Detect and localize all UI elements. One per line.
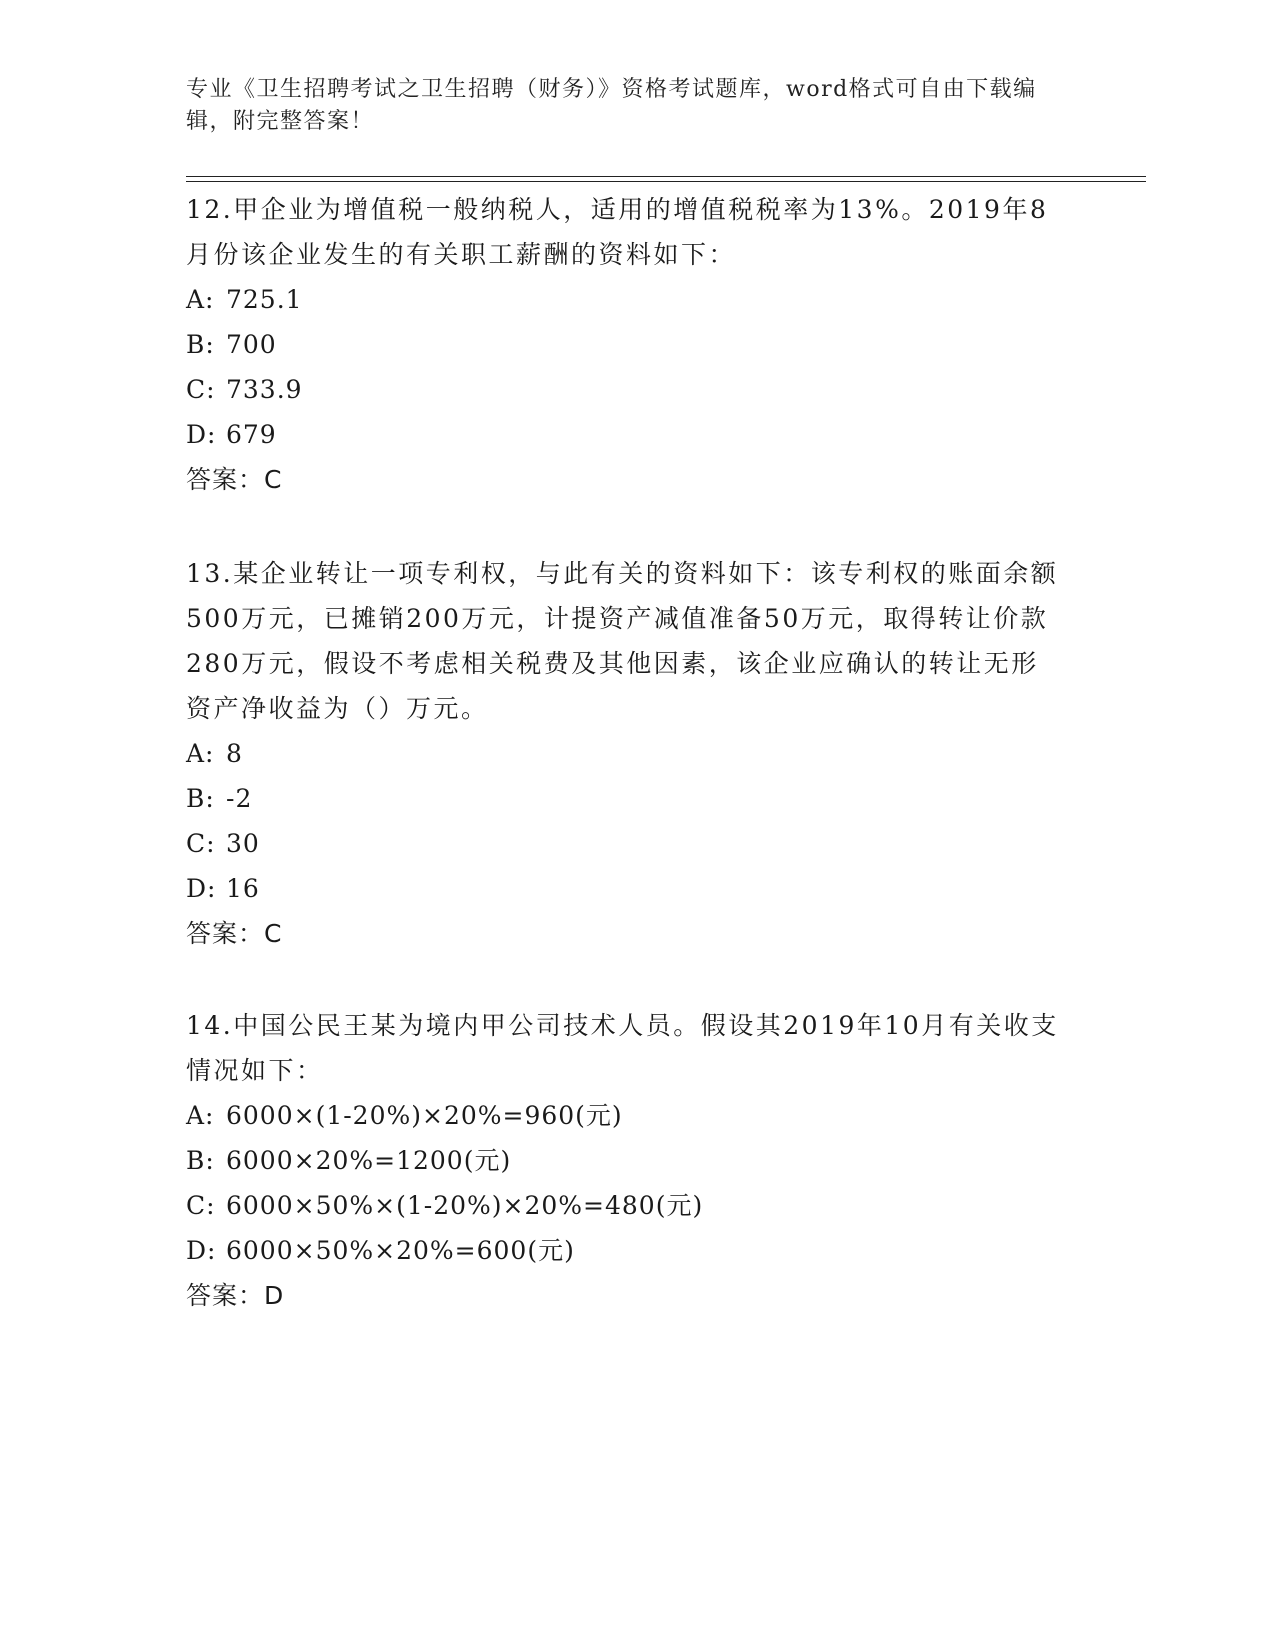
option-d (186, 866, 1066, 911)
option-a (186, 277, 1066, 322)
question-stem: 14.中国公民王某为境内甲公司技术人员。假设其2019年10月有关收支情况如下： (186, 1011, 1059, 1085)
option-c (186, 367, 1066, 412)
option-key: B: (186, 1146, 215, 1175)
answer-label: 答案： (186, 465, 265, 494)
option-key: A: (186, 1101, 215, 1130)
option-text: 30 (226, 829, 260, 858)
answer-value: C (264, 919, 283, 948)
option-text: 6000×50%×(1-20%)×20%=480(元) (226, 1191, 704, 1220)
option-key: B: (186, 784, 215, 813)
option-b (186, 322, 1066, 367)
question-12 (186, 187, 1066, 502)
option-text: 700 (226, 330, 277, 359)
answer-value: D (264, 1281, 285, 1310)
option-key: C: (186, 1191, 216, 1220)
answer-label: 答案： (186, 919, 265, 948)
option-a (186, 1093, 1066, 1138)
document-header: 专业《卫生招聘考试之卫生招聘（财务）》资格考试题库，word格式可自由下载编辑，附完整答案！ (186, 77, 1037, 134)
option-text: 6000×20%=1200(元) (226, 1146, 512, 1175)
option-text: 679 (226, 420, 277, 449)
option-d (186, 412, 1066, 457)
option-b (186, 776, 1066, 821)
option-key: C: (186, 375, 216, 404)
question-14 (186, 1003, 1066, 1318)
option-text: 6000×(1-20%)×20%=960(元) (226, 1101, 623, 1130)
option-text: 733.9 (226, 375, 303, 404)
option-c (186, 1183, 1066, 1228)
option-key: B: (186, 330, 215, 359)
option-key: D: (186, 874, 217, 903)
answer-value: C (264, 465, 283, 494)
answer-line (186, 1273, 1066, 1318)
option-text: 8 (226, 739, 243, 768)
option-b (186, 1138, 1066, 1183)
option-d (186, 1228, 1066, 1273)
answer-line (186, 911, 1066, 956)
option-c (186, 821, 1066, 866)
question-13 (186, 551, 1066, 956)
header-divider-bottom (186, 181, 1146, 182)
answer-label: 答案： (186, 1281, 265, 1310)
answer-line (186, 457, 1066, 502)
question-stem: 12.甲企业为增值税一般纳税人，适用的增值税税率为13%。2019年8月份该企业发生的有关职工薪酬的资料如下： (186, 195, 1049, 269)
option-text: 6000×50%×20%=600(元) (226, 1236, 575, 1265)
option-text: -2 (226, 784, 253, 813)
option-a (186, 731, 1066, 776)
option-key: A: (186, 739, 215, 768)
header-divider-top (186, 176, 1146, 177)
option-key: A: (186, 285, 215, 314)
question-stem: 13.某企业转让一项专利权，与此有关的资料如下：该专利权的账面余额500万元，已摊销200万元，计提资产减值准备50万元，取得转让价款280万元，假设不考虑相关税费及其他因素，该企业应确认的转让无形资产净收益为（）万元。 (186, 559, 1059, 723)
option-key: D: (186, 1236, 217, 1265)
option-text: 725.1 (226, 285, 303, 314)
option-key: C: (186, 829, 216, 858)
option-text: 16 (226, 874, 260, 903)
option-key: D: (186, 420, 217, 449)
